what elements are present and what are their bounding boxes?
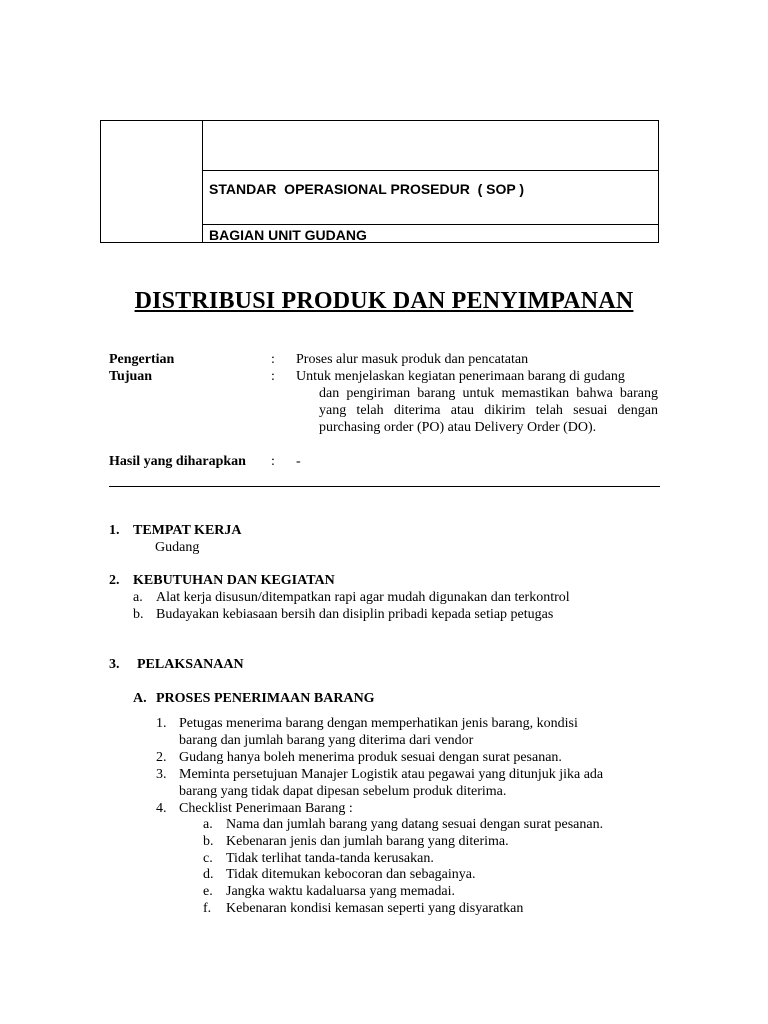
hasil-label: Hasil yang diharapkan	[109, 454, 246, 469]
section-1-number: 1.	[109, 523, 120, 538]
numbered-marker: 4.	[156, 801, 167, 816]
section-3-title: PELAKSANAAN	[137, 657, 244, 672]
sop-title-row	[203, 171, 658, 225]
checklist-item: Nama dan jumlah barang yang datang sesuai dengan surat pesanan.	[226, 817, 604, 832]
document-title: DISTRIBUSI PRODUK DAN PENYIMPANAN	[134, 288, 634, 314]
checklist-marker: b.	[203, 834, 214, 849]
subsection-a-title: PROSES PENERIMAAN BARANG	[156, 691, 375, 706]
numbered-marker: 2.	[156, 750, 167, 765]
section-1-title: TEMPAT KERJA	[133, 523, 242, 538]
header-empty-row	[203, 121, 658, 171]
checklist-marker: f.	[203, 901, 212, 916]
list-marker: b.	[133, 607, 144, 622]
checklist-item: Tidak ditemukan kebocoran dan sebagainya.	[226, 867, 476, 882]
checklist-item: Jangka waktu kadaluarsa yang memadai.	[226, 884, 455, 899]
section-1-body: Gudang	[155, 540, 200, 555]
pengertian-label: Pengertian	[109, 352, 175, 367]
numbered-item: Checklist Penerimaan Barang :	[179, 801, 353, 816]
checklist-marker: e.	[203, 884, 213, 899]
colon: :	[271, 369, 275, 384]
checklist-item: Tidak terlihat tanda-tanda kerusakan.	[226, 851, 434, 866]
list-item: Alat kerja disusun/ditempatkan rapi agar mudah digunakan dan terkontrol	[156, 590, 570, 605]
checklist-marker: d.	[203, 867, 214, 882]
checklist-marker: c.	[203, 851, 213, 866]
pengertian-value: Proses alur masuk produk dan pencatatan	[296, 352, 529, 367]
checklist-item: Kebenaran kondisi kemasan seperti yang disyaratkan	[226, 901, 524, 916]
subsection-a-marker: A.	[133, 691, 147, 706]
tujuan-value-continued: dan pengiriman barang untuk memastikan bahwa barang yang telah diterima atau dikirim telah sesuai dengan purchasing order (PO) atau Delivery Order (DO).	[319, 386, 658, 435]
colon: :	[271, 454, 275, 469]
unit-name: BAGIAN UNIT GUDANG	[209, 227, 367, 243]
unit-row	[203, 225, 658, 243]
sop-title: STANDAR OPERASIONAL PROSEDUR ( SOP )	[209, 181, 525, 197]
colon: :	[271, 352, 275, 367]
numbered-marker: 1.	[156, 716, 167, 731]
numbered-item: Petugas menerima barang dengan memperhatikan jenis barang, kondisi	[179, 716, 578, 731]
horizontal-rule	[109, 486, 660, 487]
tujuan-label: Tujuan	[109, 369, 153, 384]
sop-header-table	[100, 120, 659, 243]
numbered-item: Gudang hanya boleh menerima produk sesuai dengan surat pesanan.	[179, 750, 562, 765]
numbered-item-cont: barang yang tidak dapat dipesan sebelum produk diterima.	[179, 784, 507, 799]
section-3-number: 3.	[109, 657, 120, 672]
section-2-title: KEBUTUHAN DAN KEGIATAN	[133, 573, 335, 588]
tujuan-value-line1: Untuk menjelaskan kegiatan penerimaan barang di gudang	[296, 369, 625, 384]
checklist-item: Kebenaran jenis dan jumlah barang yang diterima.	[226, 834, 509, 849]
logo-cell	[101, 121, 203, 242]
section-2-number: 2.	[109, 573, 120, 588]
list-marker: a.	[133, 590, 143, 605]
list-item: Budayakan kebiasaan bersih dan disiplin pribadi kepada setiap petugas	[156, 607, 554, 622]
checklist-marker: a.	[203, 817, 213, 832]
numbered-item: Meminta persetujuan Manajer Logistik atau pegawai yang ditunjuk jika ada	[179, 767, 604, 782]
numbered-item-cont: barang dan jumlah barang yang diterima dari vendor	[179, 733, 474, 748]
numbered-marker: 3.	[156, 767, 167, 782]
hasil-value: -	[296, 454, 301, 469]
